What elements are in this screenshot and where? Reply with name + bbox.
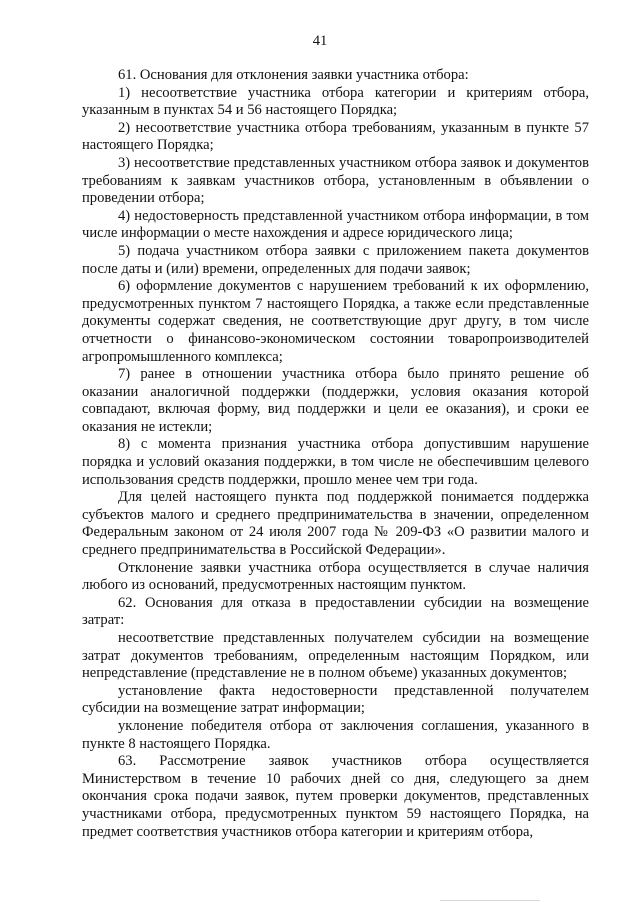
page-number: 41 bbox=[312, 33, 328, 49]
paragraph-61-closing: Отклонение заявки участника отбора осуществляется в случае наличия любого из оснований, предусмотренных настоящим пунктом. bbox=[82, 559, 589, 594]
paragraph-61-item-7: 7) ранее в отношении участника отбора было принято решение об оказании аналогичной поддержки (поддержки, условия оказания которой совпадают, включая форму, вид поддержки и цели ее оказания), и сроки ее оказания не истекли; bbox=[82, 366, 589, 435]
paragraph-61-item-8: 8) с момента признания участника отбора допустившим нарушение порядка и условий оказания поддержки, в том числе не обеспечившим целевого использования средств поддержки, прошло менее чем три года. bbox=[82, 436, 589, 488]
paragraph-61-item-5: 5) подача участником отбора заявки с приложением пакета документов после даты и (или) времени, определенных для подачи заявок; bbox=[82, 242, 589, 277]
paragraph-62-heading: 62. Основания для отказа в предоставлении субсидии на возмещение затрат: bbox=[82, 594, 589, 629]
paragraph-61-definition: Для целей настоящего пункта под поддержкой понимается поддержка субъектов малого и среднего предпринимательства в значении, определенном Федеральным законом от 24 июля 2007 года № 209-ФЗ «О развитии малого и среднего предпринимательства в Российской Федерации». bbox=[82, 489, 589, 559]
paragraph-61-item-6: 6) оформление документов с нарушением требований к их оформлению, предусмотренных пунктом 7 настоящего Порядка, а также если представленные документы содержат сведения, не соответствующие друг другу, в том числе отчетности о финансово-экономическом состоянии товаропроизводителей агропромышленного комплекса; bbox=[82, 278, 589, 365]
paragraph-61-item-4: 4) недостоверность представленной участником отбора информации, в том числе информации о месте нахождения и адресе юридического лица; bbox=[82, 207, 589, 242]
paragraph-61-heading: 61. Основания для отклонения заявки участника отбора: bbox=[118, 67, 469, 83]
paragraph-62-ground-3: уклонение победителя отбора от заключения соглашения, указанного в пункте 8 настоящего Порядка. bbox=[82, 717, 589, 752]
paragraph-62-ground-2: установление факта недостоверности представленной получателем субсидии на возмещение затрат информации; bbox=[82, 682, 589, 717]
paragraph-61-item-3: 3) несоответствие представленных участником отбора заявок и документов требованиям к заявкам участников отбора, установленным в объявлении о проведении отбора; bbox=[82, 154, 589, 207]
paragraph-63: 63. Рассмотрение заявок участников отбора осуществляется Министерством в течение 10 рабочих дней со дня, следующего за днем окончания срока подачи заявок, путем проверки документов, представленных участниками отбора, предусмотренных пунктом 59 настоящего Порядка, на предмет соответствия участников отбора категории и критериям отбора, bbox=[82, 753, 589, 840]
scan-edge-mark bbox=[440, 900, 540, 901]
document-body bbox=[82, 67, 589, 841]
paragraph-61-item-2: 2) несоответствие участника отбора требованиям, указанным в пункте 57 настоящего Порядка; bbox=[82, 119, 589, 154]
paragraph-61-item-1: 1) несоответствие участника отбора категории и критериям отбора, указанным в пунктах 54 и 56 настоящего Порядка; bbox=[82, 84, 589, 119]
paragraph-62-ground-1: несоответствие представленных получателем субсидии на возмещение затрат документов требованиям, определенным настоящим Порядком, или непредставление (представление не в полном объеме) указанных документов; bbox=[82, 630, 589, 682]
